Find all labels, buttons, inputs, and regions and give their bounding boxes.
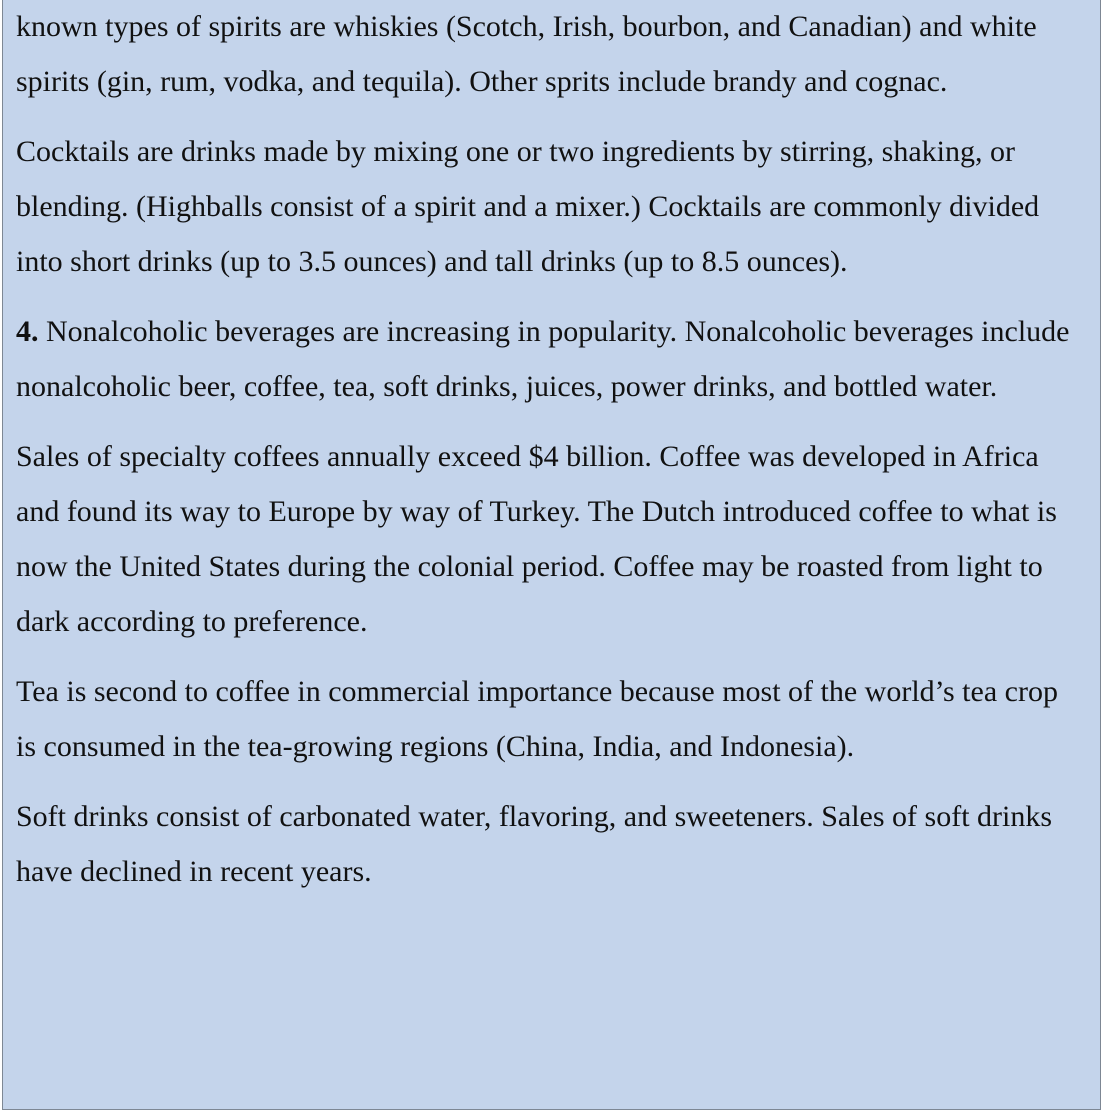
text-panel xyxy=(2,0,1101,1110)
paragraph-cocktails xyxy=(16,124,1070,289)
paragraph-text: Nonalcoholic beverages are increasing in popularity. Nonalcoholic beverages include nonalcoholic beer, coffee, tea, soft drinks, juices, power drinks, and bottled water. xyxy=(16,315,1070,403)
paragraph-spirits-types xyxy=(16,0,1070,109)
paragraph-nonalcoholic xyxy=(16,304,1070,414)
paragraph-text: Cocktails are drinks made by mixing one or two ingredients by stirring, shaking, or blending. (Highballs consist of a spirit and a mixer.) Cocktails are commonly divided into short drinks (up to 3.5 ounces) and tall drinks (up to 8.5 ounces). xyxy=(16,135,1040,278)
paragraph-text: Tea is second to coffee in commercial importance because most of the world’s tea crop is consumed in the tea-growing regions (China, India, and Indonesia). xyxy=(16,675,1058,763)
paragraph-text: Soft drinks consist of carbonated water, flavoring, and sweeteners. Sales of soft drinks have declined in recent years. xyxy=(16,800,1053,888)
paragraph-text: Sales of specialty coffees annually exceed $4 billion. Coffee was developed in Africa and found its way to Europe by way of Turkey. The Dutch introduced coffee to what is now the United States during the colonial period. Coffee may be roasted from light to dark according to preference. xyxy=(16,440,1057,638)
paragraph-tea xyxy=(16,664,1070,774)
paragraph-coffee xyxy=(16,429,1070,649)
paragraph-text: known types of spirits are whiskies (Scotch, Irish, bourbon, and Canadian) and white spirits (gin, rum, vodka, and tequila). Other sprits include brandy and cognac. xyxy=(16,10,1037,98)
paragraph-soft-drinks xyxy=(16,789,1070,899)
paragraph-number: 4. xyxy=(16,315,39,348)
